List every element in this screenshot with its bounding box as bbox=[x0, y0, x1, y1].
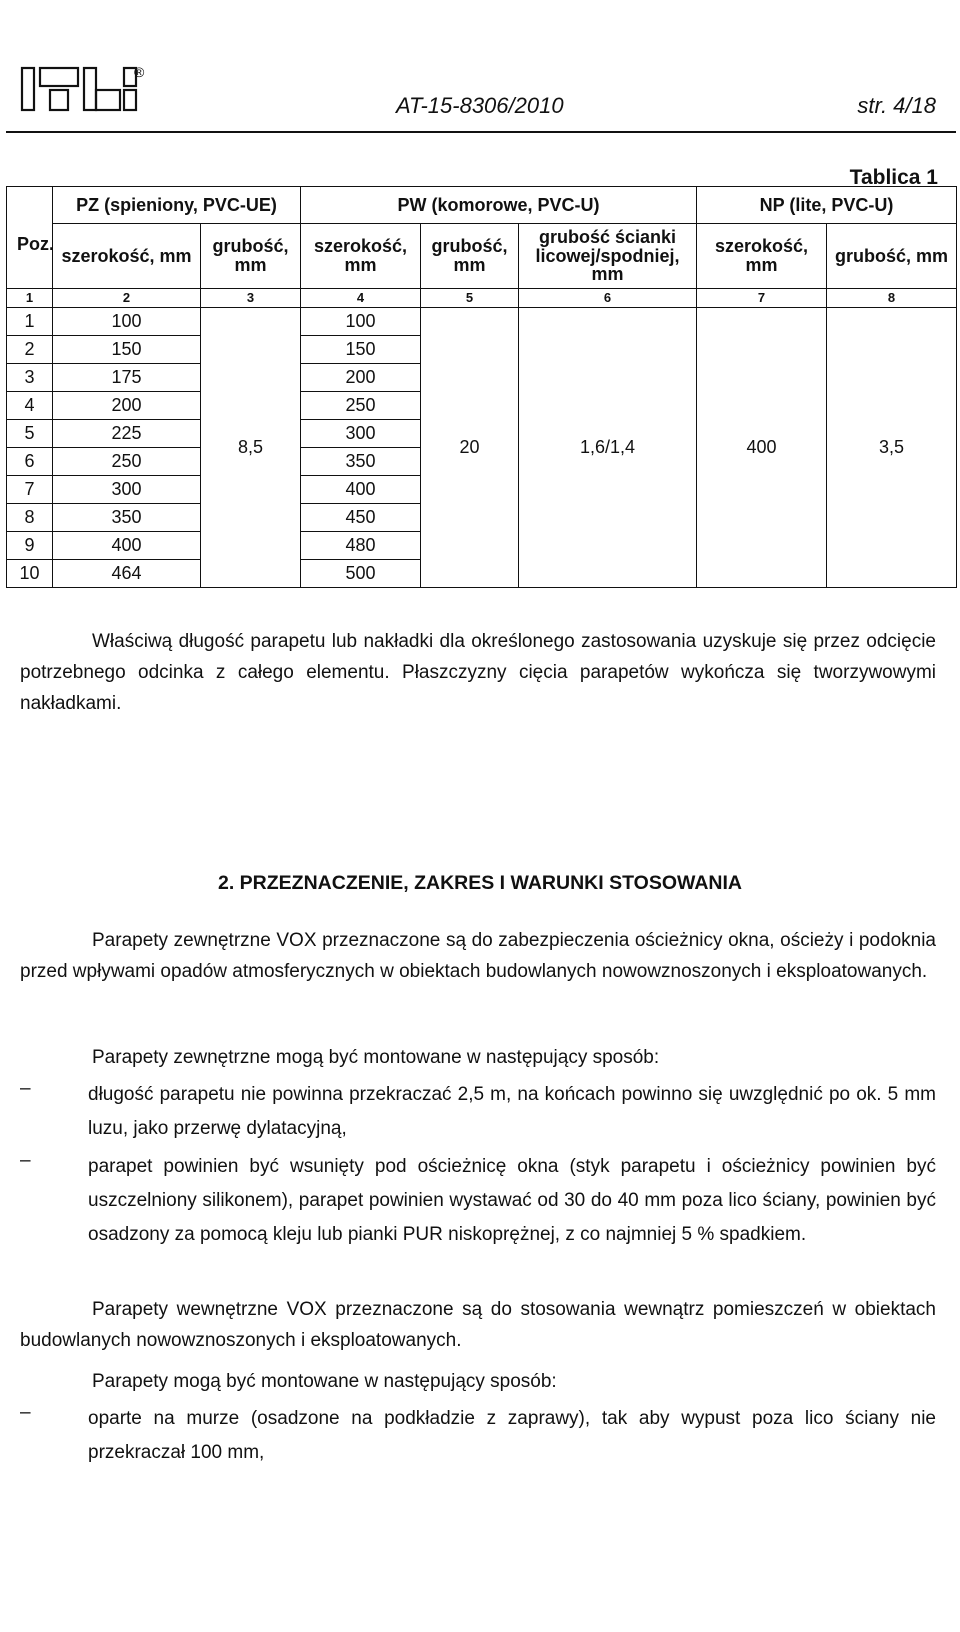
pw-width-cell: 200 bbox=[301, 364, 421, 392]
section-title: 2. PRZEZNACZENIE, ZAKRES I WARUNKI STOSOWANIA bbox=[217, 872, 742, 894]
pw-width-cell: 480 bbox=[301, 532, 421, 560]
pz-thickness-cell: 8,5 bbox=[201, 308, 301, 588]
header-rule bbox=[6, 131, 956, 133]
group-header-row bbox=[7, 187, 957, 224]
col-number: 6 bbox=[519, 289, 697, 308]
col-number: 5 bbox=[421, 289, 519, 308]
col-header: szerokość, mm bbox=[697, 224, 827, 289]
list-item: oparte na murze (osadzone na podkładzie z zaprawy), tak aby wypust poza lico ściany nie przekraczał 100 mm, bbox=[88, 1408, 936, 1463]
paragraph-external-purpose: Parapety zewnętrzne VOX przeznaczone są do zabezpieczenia ościeżnicy okna, ościeży i podoknia przed wpływami opadów atmosferycznych w obiektach budowlanych nowowznoszonych i eksploatowanych. bbox=[20, 930, 936, 982]
col-number: 4 bbox=[301, 289, 421, 308]
poz-cell: 9 bbox=[7, 532, 53, 560]
col-header: grubość, mm bbox=[827, 224, 957, 289]
column-header-row bbox=[7, 224, 957, 289]
poz-cell: 3 bbox=[7, 364, 53, 392]
page-number: str. 4/18 bbox=[857, 93, 936, 118]
list-dash: – bbox=[20, 1150, 31, 1171]
table-caption: Tablica 1 bbox=[849, 166, 938, 189]
document-id: AT-15-8306/2010 bbox=[396, 93, 564, 118]
pz-width-cell: 100 bbox=[53, 308, 201, 336]
itb-logo bbox=[20, 66, 168, 113]
np-thickness-cell: 3,5 bbox=[827, 308, 957, 588]
pw-width-cell: 100 bbox=[301, 308, 421, 336]
poz-cell: 1 bbox=[7, 308, 53, 336]
col-header: grubość, mm bbox=[201, 224, 301, 289]
pz-width-cell: 350 bbox=[53, 504, 201, 532]
pz-width-cell: 150 bbox=[53, 336, 201, 364]
col-number: 3 bbox=[201, 289, 301, 308]
pw-width-cell: 250 bbox=[301, 392, 421, 420]
pw-width-cell: 450 bbox=[301, 504, 421, 532]
paragraph-cutting: Właściwą długość parapetu lub nakładki dla określonego zastosowania uzyskuje się przez odcięcie potrzebnego odcinka z całego elementu. Płaszczyzny cięcia parapetów wykończa się tworzywowymi nakładkami. bbox=[20, 631, 936, 714]
pz-width-cell: 175 bbox=[53, 364, 201, 392]
pw-wall-cell: 1,6/1,4 bbox=[519, 308, 697, 588]
paragraph-internal-purpose: Parapety wewnętrzne VOX przeznaczone są do stosowania wewnątrz pomieszczeń w obiektach budowlanych nowowznoszonych i eksploatowanych. bbox=[20, 1299, 936, 1351]
col-number: 7 bbox=[697, 289, 827, 308]
pz-width-cell: 250 bbox=[53, 448, 201, 476]
specification-table bbox=[6, 186, 957, 588]
poz-cell: 4 bbox=[7, 392, 53, 420]
table-row bbox=[7, 308, 957, 336]
poz-cell: 6 bbox=[7, 448, 53, 476]
col-header: grubość, mm bbox=[421, 224, 519, 289]
pw-width-cell: 300 bbox=[301, 420, 421, 448]
list-item: długość parapetu nie powinna przekraczać 2,5 m, na końcach powinno się uwzględnić po ok. 5 mm luzu, jako przerwę dylatacyjną, bbox=[88, 1084, 936, 1139]
np-width-cell: 400 bbox=[697, 308, 827, 588]
group-np: NP (lite, PVC-U) bbox=[697, 187, 957, 224]
pw-thickness-cell: 20 bbox=[421, 308, 519, 588]
pz-width-cell: 464 bbox=[53, 560, 201, 588]
pz-width-cell: 400 bbox=[53, 532, 201, 560]
col-header: grubość ścianki licowej/spodniej, mm bbox=[519, 224, 697, 289]
poz-cell: 10 bbox=[7, 560, 53, 588]
paragraph-external-mounting: Parapety zewnętrzne mogą być montowane w następujący sposób: bbox=[92, 1047, 660, 1068]
group-pw: PW (komorowe, PVC-U) bbox=[301, 187, 697, 224]
pz-width-cell: 300 bbox=[53, 476, 201, 504]
pz-width-cell: 225 bbox=[53, 420, 201, 448]
poz-cell: 5 bbox=[7, 420, 53, 448]
pw-width-cell: 150 bbox=[301, 336, 421, 364]
pw-width-cell: 500 bbox=[301, 560, 421, 588]
pw-width-cell: 350 bbox=[301, 448, 421, 476]
column-number-row bbox=[7, 289, 957, 308]
list-dash: – bbox=[20, 1402, 31, 1423]
paragraph-internal-mounting: Parapety mogą być montowane w następujący sposób: bbox=[92, 1371, 557, 1392]
col-header: szerokość, mm bbox=[301, 224, 421, 289]
group-pz: PZ (spieniony, PVC-UE) bbox=[53, 187, 301, 224]
list-item: parapet powinien być wsunięty pod ościeżnicę okna (styk parapetu i ościeżnicy powinien być uszczelniony silikonem), parapet powinien wystawać od 30 do 40 mm poza lico ściany, powinien być osadzony za pomocą kleju lub pianki PUR niskoprężnej, z co najmniej 5 % spadkiem. bbox=[88, 1156, 936, 1245]
col-header: szerokość, mm bbox=[53, 224, 201, 289]
poz-cell: 2 bbox=[7, 336, 53, 364]
poz-cell: 8 bbox=[7, 504, 53, 532]
pw-width-cell: 400 bbox=[301, 476, 421, 504]
registered-mark: ® bbox=[134, 64, 145, 80]
poz-header: Poz. bbox=[7, 187, 53, 289]
col-number: 1 bbox=[7, 289, 53, 308]
col-number: 8 bbox=[827, 289, 957, 308]
col-number: 2 bbox=[53, 289, 201, 308]
pz-width-cell: 200 bbox=[53, 392, 201, 420]
list-dash: – bbox=[20, 1078, 31, 1099]
poz-cell: 7 bbox=[7, 476, 53, 504]
